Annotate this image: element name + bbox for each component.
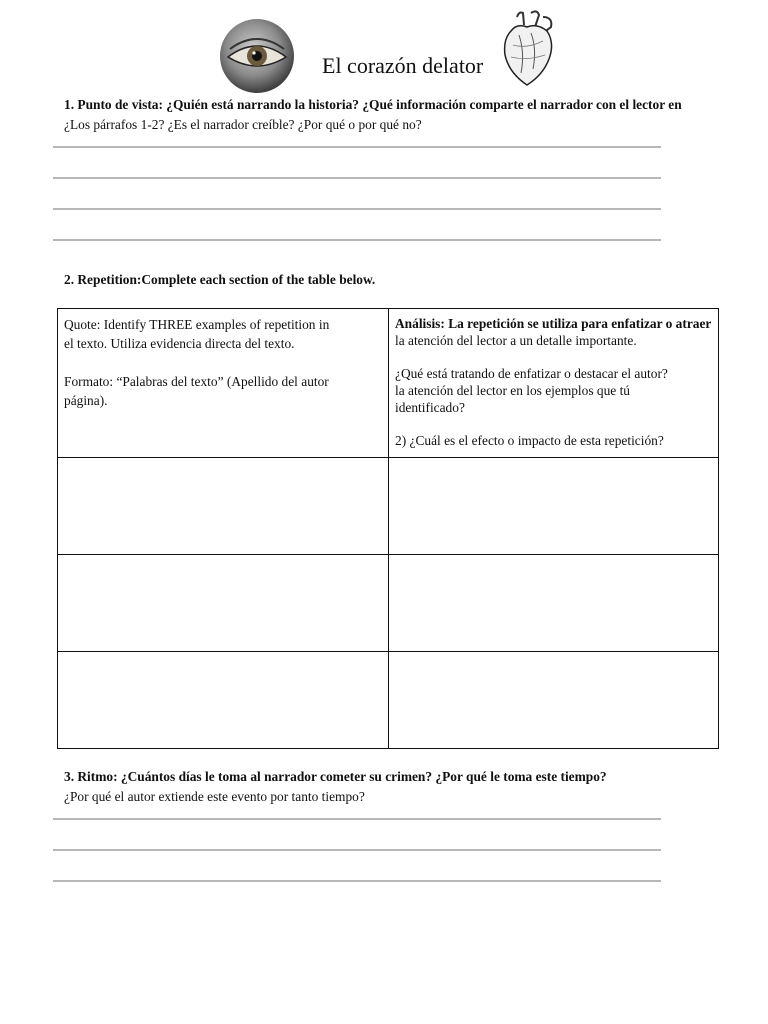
analysis-line: la atención del lector en los ejemplos que tú	[395, 383, 631, 398]
analysis-line: la atención del lector a un detalle importante.	[395, 333, 637, 348]
table-row	[58, 555, 719, 652]
document-title: El corazón delator	[322, 53, 484, 78]
question-3-heading: 3. Ritmo: ¿Cuántos días le toma al narrador cometer su crimen? ¿Por qué le toma este tiempo?	[64, 769, 607, 784]
repetition-table	[57, 308, 719, 749]
answer-line[interactable]	[53, 880, 661, 882]
table-row	[58, 458, 719, 555]
table-header-row	[58, 309, 719, 458]
analysis-header-cell	[389, 309, 719, 458]
quote-format-line: Formato: “Palabras del texto” (Apellido del autor	[64, 374, 329, 389]
answer-line[interactable]	[53, 177, 661, 179]
eye-image	[220, 19, 294, 93]
table-row	[58, 652, 719, 749]
eye-drawing	[220, 19, 294, 93]
quote-format-line: página).	[64, 393, 108, 408]
answer-line[interactable]	[53, 849, 661, 851]
analysis-answer-cell[interactable]	[389, 555, 719, 652]
heart-image	[497, 9, 561, 89]
analysis-line: 2) ¿Cuál es el efecto o impacto de esta repetición?	[395, 433, 664, 448]
analysis-heading: Análisis: La repetición se utiliza para enfatizar o atraer	[395, 316, 712, 331]
question-2-heading: 2. Repetition:Complete each section of the table below.	[64, 272, 376, 287]
quote-answer-cell[interactable]	[58, 458, 389, 555]
answer-line[interactable]	[53, 818, 661, 820]
quote-instructions-line: Quote: Identify THREE examples of repetition in	[64, 317, 330, 332]
analysis-line: identificado?	[395, 400, 465, 415]
answer-line[interactable]	[53, 239, 661, 241]
quote-answer-cell[interactable]	[58, 555, 389, 652]
question-1-heading: 1. Punto de vista: ¿Quién está narrando la historia? ¿Qué información comparte el narrador con el lector en	[64, 97, 682, 112]
answer-line[interactable]	[53, 146, 661, 148]
quote-answer-cell[interactable]	[58, 652, 389, 749]
analysis-answer-cell[interactable]	[389, 458, 719, 555]
question-1-subtext: ¿Los párrafos 1-2? ¿Es el narrador creíble? ¿Por qué o por qué no?	[64, 117, 422, 132]
analysis-line: ¿Qué está tratando de enfatizar o destacar el autor?	[395, 366, 668, 381]
quote-header-cell	[58, 309, 389, 458]
question-3-subtext: ¿Por qué el autor extiende este evento por tanto tiempo?	[64, 789, 365, 804]
analysis-answer-cell[interactable]	[389, 652, 719, 749]
heart-drawing	[497, 9, 561, 89]
quote-instructions-line: el texto. Utiliza evidencia directa del texto.	[64, 336, 295, 351]
answer-line[interactable]	[53, 208, 661, 210]
